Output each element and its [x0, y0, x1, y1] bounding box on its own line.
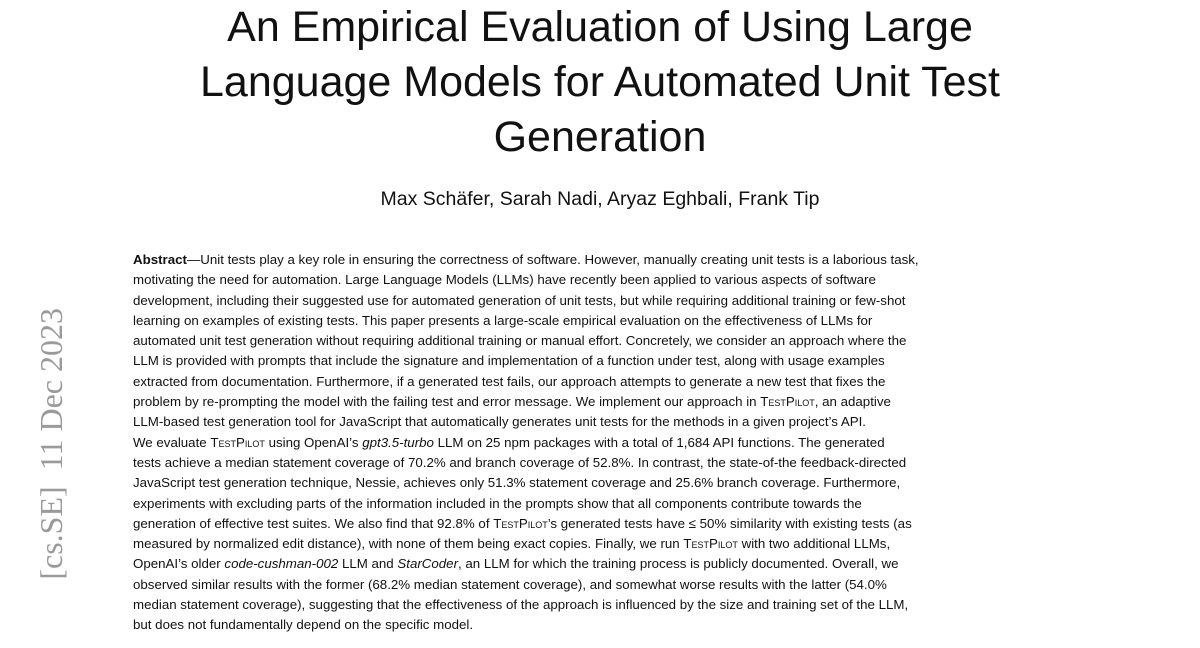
title-line: Language Models for Automated Unit Test	[200, 58, 1000, 106]
abstract-line: generation of effective test suites. We also find that 92.8% of TestPilot’s generated tests have ≤ 50% similarity with existing tests (as	[133, 515, 912, 531]
abstract-line: median statement coverage), suggesting that the effectiveness of the approach is influenced by the size and training set of the LLM,	[133, 597, 909, 613]
abstract-line: problem by re-prompting the model with the failing test and error message. We implement our approach in TestPilot, an adaptive	[133, 394, 891, 410]
abstract-line: Abstract—Unit tests play a key role in ensuring the correctness of software. However, manually creating unit tests is a laborious task,	[133, 252, 919, 267]
abstract-line: OpenAI’s older code-cushman-002 LLM and StarCoder, an LLM for which the training process is publicly documented. Overall, we	[133, 556, 899, 572]
abstract-line: LLM is provided with prompts that include the signature and implementation of a function under test, along with usage examples	[133, 353, 885, 369]
abstract-line: experiments with excluding parts of the information included in the prompts show that all components contribute towards the	[133, 495, 862, 511]
abstract-line: but does not fundamentally depend on the specific model.	[133, 617, 474, 633]
model-name: StarCoder	[397, 556, 459, 572]
abstract-line: observed similar results with the former (68.2% median statement coverage), and somewhat worse results with the latter (54.0%	[133, 576, 887, 592]
abstract-line: tests achieve a median statement coverage of 70.2% and branch coverage of 52.8%. In contrast, the state-of-the feedback-directed	[133, 454, 907, 470]
abstract-line: automated unit test generation without requiring additional training or manual effort. Concretely, we consider an approach where the	[133, 333, 907, 349]
abstract-line: motivating the need for automation. Large Language Models (LLMs) have recently been applied to various aspects of software	[133, 272, 876, 288]
arxiv-stamp	[30, 308, 72, 648]
abstract	[133, 250, 1069, 636]
tool-name: TestPilot	[210, 434, 265, 450]
abstract-line: development, including their suggested use for automated generation of unit tests, but while requiring additional training or few-shot	[133, 292, 906, 308]
arxiv-date: 11 Dec 2023	[33, 308, 69, 471]
abstract-line: JavaScript test generation technique, Nessie, achieves only 51.3% statement coverage and 25.6% branch coverage. Furthermore,	[133, 475, 901, 491]
model-name: gpt3.5-turbo	[362, 434, 434, 450]
paper-title	[100, 0, 1100, 165]
tool-name: TestPilot	[683, 536, 738, 552]
tool-name: TestPilot	[493, 515, 548, 531]
abstract-line: extracted from documentation. Furthermore, if a generated test fails, our approach attempts to generate a new test that fixes the	[133, 373, 886, 389]
model-name: code-cushman-002	[224, 556, 339, 572]
title-line: An Empirical Evaluation of Using Large	[227, 3, 973, 51]
title-line: Generation	[493, 113, 707, 161]
arxiv-category: [cs.SE]	[33, 486, 69, 580]
abstract-label: Abstract	[133, 252, 187, 267]
abstract-paragraph	[133, 250, 1069, 636]
abstract-line: learning on examples of existing tests. This paper presents a large-scale empirical evaluation on the effectiveness of LLMs for	[133, 312, 873, 328]
tool-name: TestPilot	[760, 394, 815, 410]
abstract-line: We evaluate TestPilot using OpenAI’s gpt3.5-turbo LLM on 25 npm packages with a total of 1,684 API functions. The generated	[133, 434, 885, 450]
abstract-line: measured by normalized edit distance), with none of them being exact copies. Finally, we run TestPilot with two additional LLMs,	[133, 536, 891, 552]
abstract-line: LLM-based test generation tool for JavaScript that automatically generates unit tests for the methods in a given project’s API.	[133, 414, 866, 430]
author-list: Max Schäfer, Sarah Nadi, Aryaz Eghbali, Frank Tip	[380, 188, 820, 210]
